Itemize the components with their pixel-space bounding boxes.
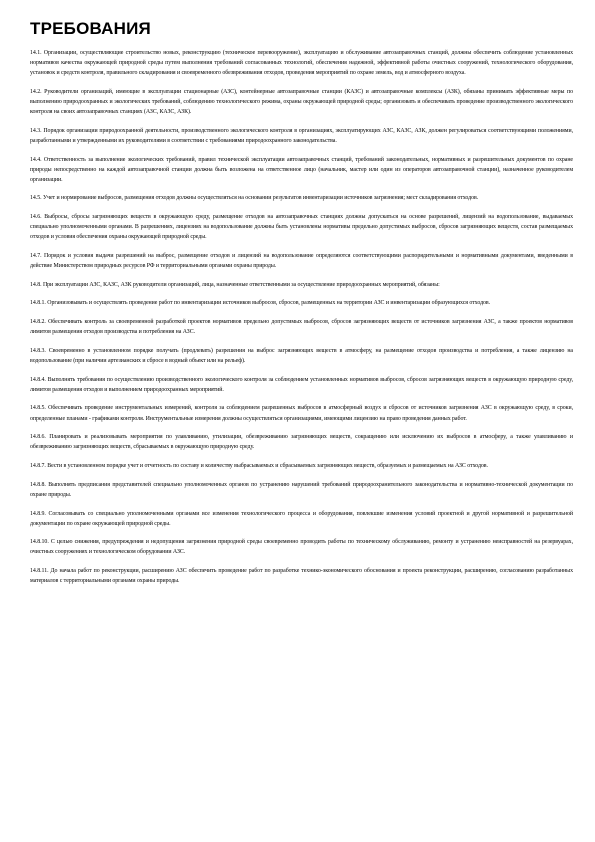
paragraph-14-2: 14.2. Руководители организаций, имеющие в эксплуатации стационарные (АЗС), контейнерные автозаправочные станции (КАЗС) и автозаправочные комплексы (АЗК), обязаны принимать эффективные меры по выполнению природоохранных и экологических требований, соблюдению технологического режима, охраны окружающей природной среды; организовать и обеспечивать проведение производственного экологического контроля на своих автозаправочных станциях (АЗС, КАЗС, АЗК). <box>30 88 573 116</box>
paragraph-14-8-7: 14.8.7. Вести в установленном порядке учет и отчетность по составу и количеству выбрасываемых и сбрасываемых загрязняющих веществ, образуемых и размещаемых на АЗС отходов. <box>30 463 488 470</box>
paragraph-14-8-5: 14.8.5. Обеспечивать проведение инструментальных измерений, контроля за соблюдением разрешенных выбросов в атмосферный воздух и сбросов от источников загрязнения АЗС в окружающую среду, в сроки, определенные планами - графиками контроля. Инструментальные измерения должны осуществляться организациями, имеющими лицензию на право проведения данных работ. <box>30 405 573 422</box>
paragraph-14-5: 14.5. Учет и нормирование выбросов, размещения отходов должны осуществляться на основании результатов инвентаризации источников загрязнения; мест складирования отходов. <box>30 195 479 202</box>
paragraph-14-1: 14.1. Организации, осуществляющие строительство новых, реконструкцию (техническое перевооружение), эксплуатацию и обслуживание автозаправочных станций, должны обеспечить соблюдение установленных нормативов качества окружающей природной среды путем выполнения требований согласованных технологий, обеспечения надежной, эффективной работы очистных сооружений, технологического оборудования, установок и средств контроля, правильного складирования и своевременного обезвреживания отходов, проведения мероприятий по охране земель, вод и атмосферного воздуха. <box>30 50 573 77</box>
page-title: ТРЕБОВАНИЯ <box>30 19 151 38</box>
paragraph-14-8-2: 14.8.2. Обеспечивать контроль за своевременной разработкой проектов нормативов предельно допустимых выбросов, сбросов загрязняющих веществ от источников загрязнения АЗС, а также проектов нормативов лимитов размещения отходов производства и потребления на АЗС. <box>30 319 573 336</box>
paragraph-14-8-9: 14.8.9. Согласовывать со специально уполномоченными органами все изменения технологического процесса и оборудования, повлекшие изменения условий проектной и другой нормативной и разрешительной документации по охране окружающей природной среды. <box>30 510 573 527</box>
paragraph-14-4: 14.4. Ответственность за выполнение экологических требований, правил технической эксплуатации автозаправочных станций, требований законодательных, нормативных и разрешительных документов по охране природы непосредственно на каждой автозаправочной станции должна быть возложена на ответственное лицо (начальник, мастер или один из операторов автозаправочной станции), назначенное руководителем организации. <box>30 156 573 183</box>
paragraph-14-3: 14.3. Порядок организации природоохранной деятельности, производственного экологического контроля в организациях, эксплуатирующих АЗС, КАЗС, АЗК, должен регулироваться соответствующими положениями, разработанными и утвержденными их руководителями в соответствии с требованиями природоохранного законодательства. <box>30 127 573 144</box>
paragraph-14-6: 14.6. Выбросы, сбросы загрязняющих веществ в окружающую среду, размещение отходов на автозаправочных станциях должны допускаться на основе разрешений, лицензий на водопользование, выдаваемых специально уполномоченными органами. В разрешениях, лицензиях на водопользование должны быть установлены нормативы предельно допустимых выбросов, сбросов загрязняющих веществ, состав размещаемых отходов и условия обеспечения охраны окружающей природной среды. <box>30 214 573 241</box>
paragraph-14-8-8: 14.8.8. Выполнять предписания представителей специально уполномоченных органов по устранению нарушений требований природоохранительного законодательства и нормативно-технической документации по охране природы. <box>30 481 573 498</box>
document-body <box>30 48 573 586</box>
paragraph-14-8: 14.8. При эксплуатации АЗС, КАЗС, АЗК руководители организаций, лица, назначенные ответственными за осуществление природоохранных мероприятий, обязаны: <box>30 281 440 288</box>
paragraph-14-7: 14.7. Порядок и условия выдачи разрешений на выброс, размещение отходов и лицензий на водопользование определяются соответствующими распорядительными и нормативными документами, введенными в действие Министерством природных ресурсов РФ и территориальными органами охраны природы. <box>30 252 573 270</box>
paragraph-14-8-3: 14.8.3. Своевременно в установленном порядке получать (продлевать) разрешения на выброс загрязняющих веществ в атмосферу, на размещение отходов производства и потребления, а также лицензию на водопользование (при наличии артезианских и сбросе в водный объект или на рельеф). <box>30 347 573 364</box>
paragraph-14-8-1: 14.8.1. Организовывать и осуществлять проведение работ по инвентаризации источников выбросов, сбросов, размещенных на территории АЗС и инвентаризации образующихся отходов. <box>30 300 491 307</box>
paragraph-14-8-11: 14.8.11. До начала работ по реконструкции, расширению АЗС обеспечить проведение работ по разработке технико-экономического обоснования и проекта реконструкции, расширению, согласованию разработанных материалов с территориальными органами охраны природы. <box>30 568 573 585</box>
paragraph-14-8-10: 14.8.10. С целью снижения, предупреждения и недопущения загрязнения природной среды своевременно проводить работы по техническому обслуживанию, ремонту и устранению неисправностей на резервуарах, очистных сооружениях и технологическом оборудовании АЗС. <box>30 539 573 556</box>
paragraph-14-8-4: 14.8.4. Выполнять требования по осуществлению производственного экологического контроля за соблюдением установленных нормативов выбросов, сбросов загрязняющих веществ в окружающую природную среду, лимитов размещения отходов и выполнением природоохранных мероприятий. <box>30 376 573 393</box>
paragraph-14-8-6: 14.8.6. Планировать и реализовывать мероприятия по улавливанию, утилизации, обезвреживанию загрязняющих веществ, сокращению или исключению их выбросов в атмосферу, а также улавливанию и обезвреживанию загрязняющих веществ, сбрасываемых в окружающую природную среду. <box>30 434 573 451</box>
